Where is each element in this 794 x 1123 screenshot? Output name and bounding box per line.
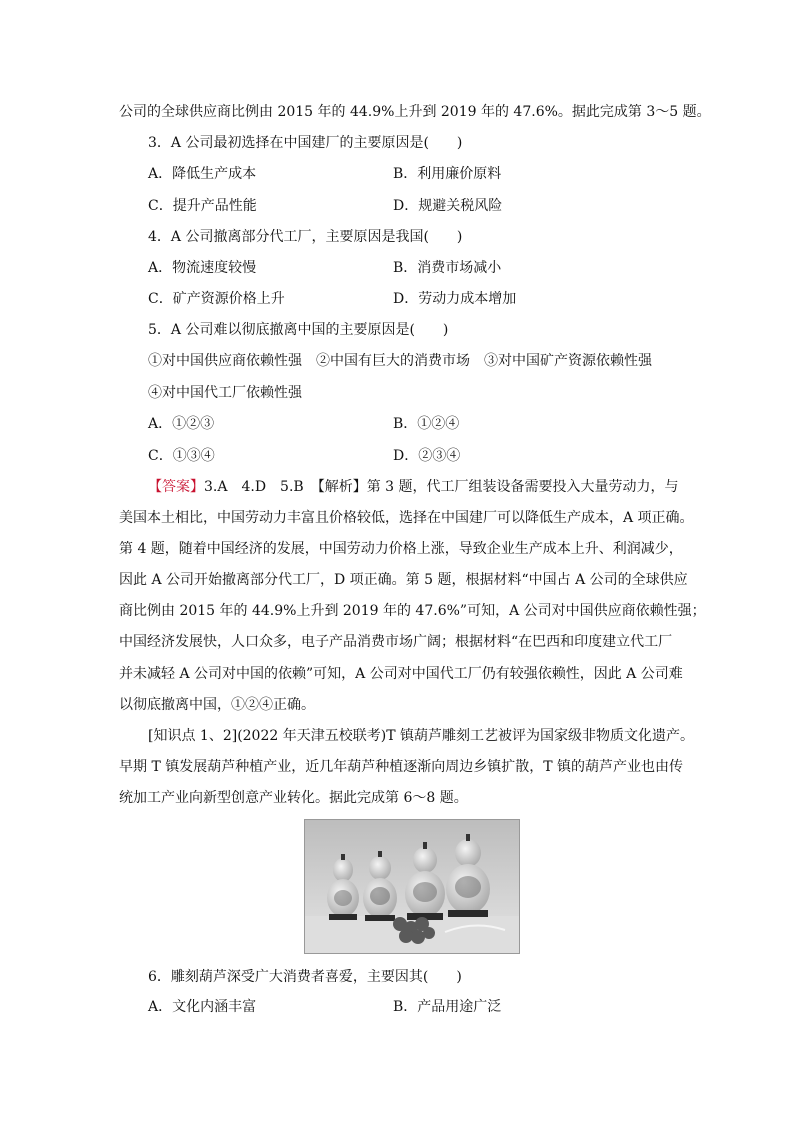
q5-statements-1: ①对中国供应商依赖性强 ②中国有巨大的消费市场 ③对中国矿产资源依赖性强 bbox=[148, 353, 652, 369]
question-4: 4．A 公司撤离部分代工厂，主要原因是我国( ) bbox=[148, 229, 463, 245]
intro-tail: 公司的全球供应商比例由 2015 年的 44.9%上升到 2019 年的 47.6%。据此完成第 3～5 题。 bbox=[119, 104, 711, 120]
q5-option-c: C．①③④ bbox=[148, 448, 215, 464]
knowledge-point-line-3: 统加工产业向新型创意产业转化。据此完成第 6～8 题。 bbox=[119, 790, 468, 806]
knowledge-point-line-1: [知识点 1、2](2022 年天津五校联考)T 镇葫芦雕刻工艺被评为国家级非物质文化遗产。 bbox=[148, 728, 694, 744]
q4-option-b: B．消费市场减小 bbox=[393, 260, 502, 276]
answer-line-2: 美国本土相比，中国劳动力丰富且价格较低，选择在中国建厂可以降低生产成本，A 项正确。 bbox=[119, 510, 694, 526]
q4-option-d: D．劳动力成本增加 bbox=[393, 291, 517, 307]
q5-option-d: D．②③④ bbox=[393, 448, 461, 464]
q3-option-a: A．降低生产成本 bbox=[148, 166, 257, 182]
answer-line-7: 并未减轻 A 公司对中国的依赖”可知，A 公司对中国代工厂仍有较强依赖性，因此 A 公司难 bbox=[119, 666, 683, 682]
q6-option-a: A．文化内涵丰富 bbox=[148, 999, 257, 1015]
answer-line-4: 因此 A 公司开始撤离部分代工厂，D 项正确。第 5 题，根据材料“中国占 A 公司的全球供应 bbox=[119, 572, 688, 588]
answer-line-8: 以彻底撤离中国，①②④正确。 bbox=[119, 697, 315, 713]
q4-option-c: C．矿产资源价格上升 bbox=[148, 291, 285, 307]
gourd-carving-photo bbox=[304, 819, 520, 954]
q4-option-a: A．物流速度较慢 bbox=[148, 260, 257, 276]
q3-option-d: D．规避关税风险 bbox=[393, 198, 503, 214]
answer-tag: 【答案】 bbox=[148, 479, 204, 495]
question-6: 6．雕刻葫芦深受广大消费者喜爱，主要因其( ) bbox=[148, 969, 462, 985]
q5-option-a: A．①②③ bbox=[148, 416, 215, 432]
answer-line-6: 中国经济发展快，人口众多，电子产品消费市场广阔；根据材料“在巴西和印度建立代工厂 bbox=[119, 634, 673, 650]
q3-option-c: C．提升产品性能 bbox=[148, 198, 257, 214]
answer-line-1 bbox=[148, 477, 679, 497]
knowledge-point-line-2: 早期 T 镇发展葫芦种植产业，近几年葫芦种植逐渐向周边乡镇扩散，T 镇的葫芦产业也由传 bbox=[119, 759, 684, 775]
question-3: 3．A 公司最初选择在中国建厂的主要原因是( ) bbox=[148, 135, 463, 151]
q5-statements-2: ④对中国代工厂依赖性强 bbox=[148, 385, 302, 401]
answer-line-5: 商比例由 2015 年的 44.9%上升到 2019 年的 47.6%”可知，A 公司对中国供应商依赖性强； bbox=[119, 603, 706, 619]
q3-option-b: B．利用廉价原料 bbox=[393, 166, 502, 182]
answer-line-3: 第 4 题，随着中国经济的发展，中国劳动力价格上涨，导致企业生产成本上升、利润减少， bbox=[119, 541, 683, 557]
question-5: 5．A 公司难以彻底撤离中国的主要原因是( ) bbox=[148, 322, 449, 338]
q6-option-b: B．产品用途广泛 bbox=[393, 999, 502, 1015]
answer-line-1-text: 3.A 4.D 5.B 【解析】第 3 题，代工厂组装设备需要投入大量劳动力，与 bbox=[204, 479, 679, 495]
q5-option-b: B．①②④ bbox=[393, 416, 460, 432]
